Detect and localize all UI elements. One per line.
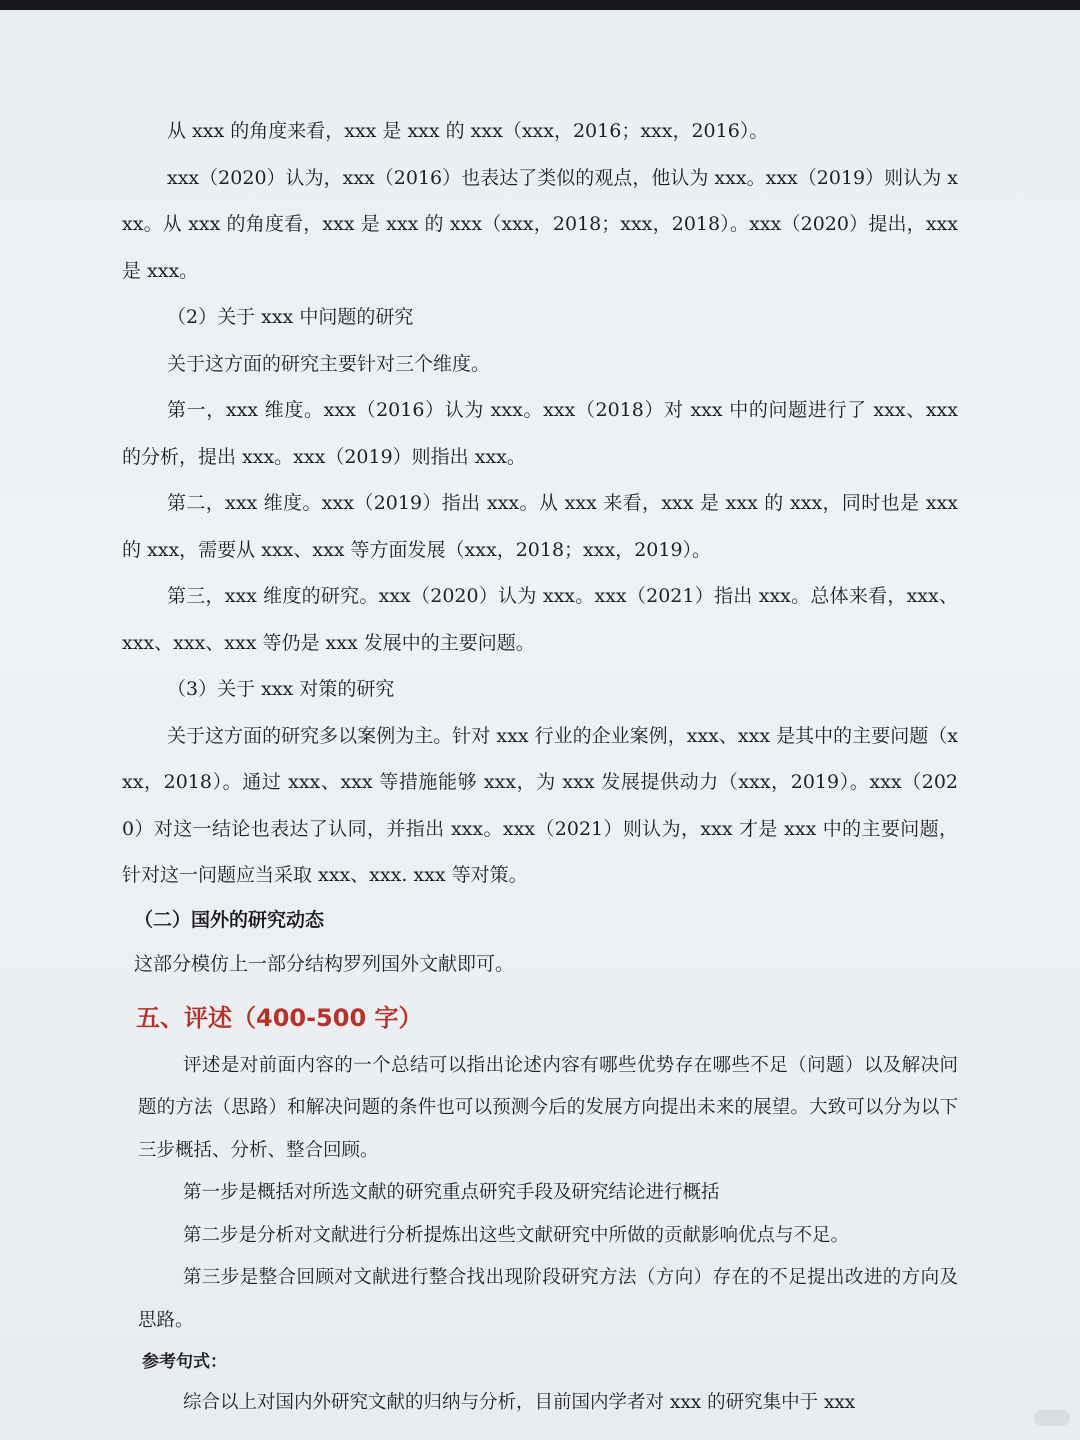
paragraph-2: xxx（2020）认为，xxx（2016）也表达了类似的观点，他认为 xxx。xxx（2019）则认为 xxx。从 xxx 的角度看，xxx 是 xxx 的 xxx（xxx，2018；xxx，2018）。xxx（2020）提出，xxx 是 xxx。 [122, 166, 965, 282]
monitor-bezel [0, 0, 1080, 10]
document-page [0, 10, 1080, 1440]
review-step-3: 第三步是整合回顾对文献进行整合找出现阶段研究方法（方向）存在的不足提出改进的方向及思路。 [138, 1267, 958, 1331]
review-heading: 五、评述（400-500 字） [136, 1003, 423, 1032]
review-step-1: 第一步是概括对所选文献的研究重点研究手段及研究结论进行概括 [183, 1182, 720, 1203]
review-step-2: 第二步是分析对文献进行分析提炼出这些文献研究中所做的贡献影响优点与不足。 [183, 1224, 850, 1246]
reference-sentence-heading: 参考句式： [142, 1352, 227, 1372]
subheading-2: （2）关于 xxx 中问题的研究 [167, 306, 414, 328]
reference-sentence-text: 综合以上对国内外研究文献的归纳与分析，目前国内学者对 xxx 的研究集中于 xxx [183, 1392, 856, 1413]
subheading-3: （3）关于 xxx 对策的研究 [167, 678, 395, 700]
paragraph-3: 关于这方面的研究主要针对三个维度。 [167, 352, 491, 375]
paragraph-4: 第一，xxx 维度。xxx（2016）认为 xxx。xxx（2018）对 xxx 中的问题进行了 xxx、xxx 的分析，提出 xxx。xxx（2019）则指出 xxx。 [122, 399, 965, 468]
foreign-research-heading: （二）国外的研究动态 [134, 908, 325, 931]
watermark-badge [1034, 1410, 1070, 1426]
paragraph-6: 第三，xxx 维度的研究。xxx（2020）认为 xxx。xxx（2021）指出 xxx。总体来看，xxx、xxx、xxx、xxx 等仍是 xxx 发展中的主要问题。 [122, 585, 958, 654]
foreign-research-text: 这部分模仿上一部分结构罗列国外文献即可。 [134, 952, 515, 975]
document-content [122, 108, 965, 1425]
paragraph-5: 第二，xxx 维度。xxx（2019）指出 xxx。从 xxx 来看，xxx 是 xxx 的 xxx，同时也是 xxx 的 xxx，需要从 xxx、xxx 等方面发展（xxx，2018；xxx，2019）。 [122, 492, 965, 561]
review-intro: 评述是对前面内容的一个总结可以指出论述内容有哪些优势存在哪些不足（问题）以及解决问题的方法（思路）和解决问题的条件也可以预测今后的发展方向提出未来的展望。大致可以分为以下三步概括、分析、整合回顾。 [138, 1054, 958, 1161]
paragraph-7: 关于这方面的研究多以案例为主。针对 xxx 行业的企业案例，xxx、xxx 是其中的主要问题（xxx，2018）。通过 xxx、xxx 等措施能够 xxx，为 xxx 发展提供动力（xxx，2019）。xxx（2020）对这一结论也表达了认同，并指出 xxx。xxx（2021）则认为，xxx 才是 xxx 中的主要问题，针对这一问题应当采取 xxx、xxx. xxx 等对策。 [122, 724, 958, 886]
review-section [138, 1045, 958, 1343]
paragraph-1: 从 xxx 的角度来看，xxx 是 xxx 的 xxx（xxx，2016；xxx，2016）。 [167, 120, 769, 142]
